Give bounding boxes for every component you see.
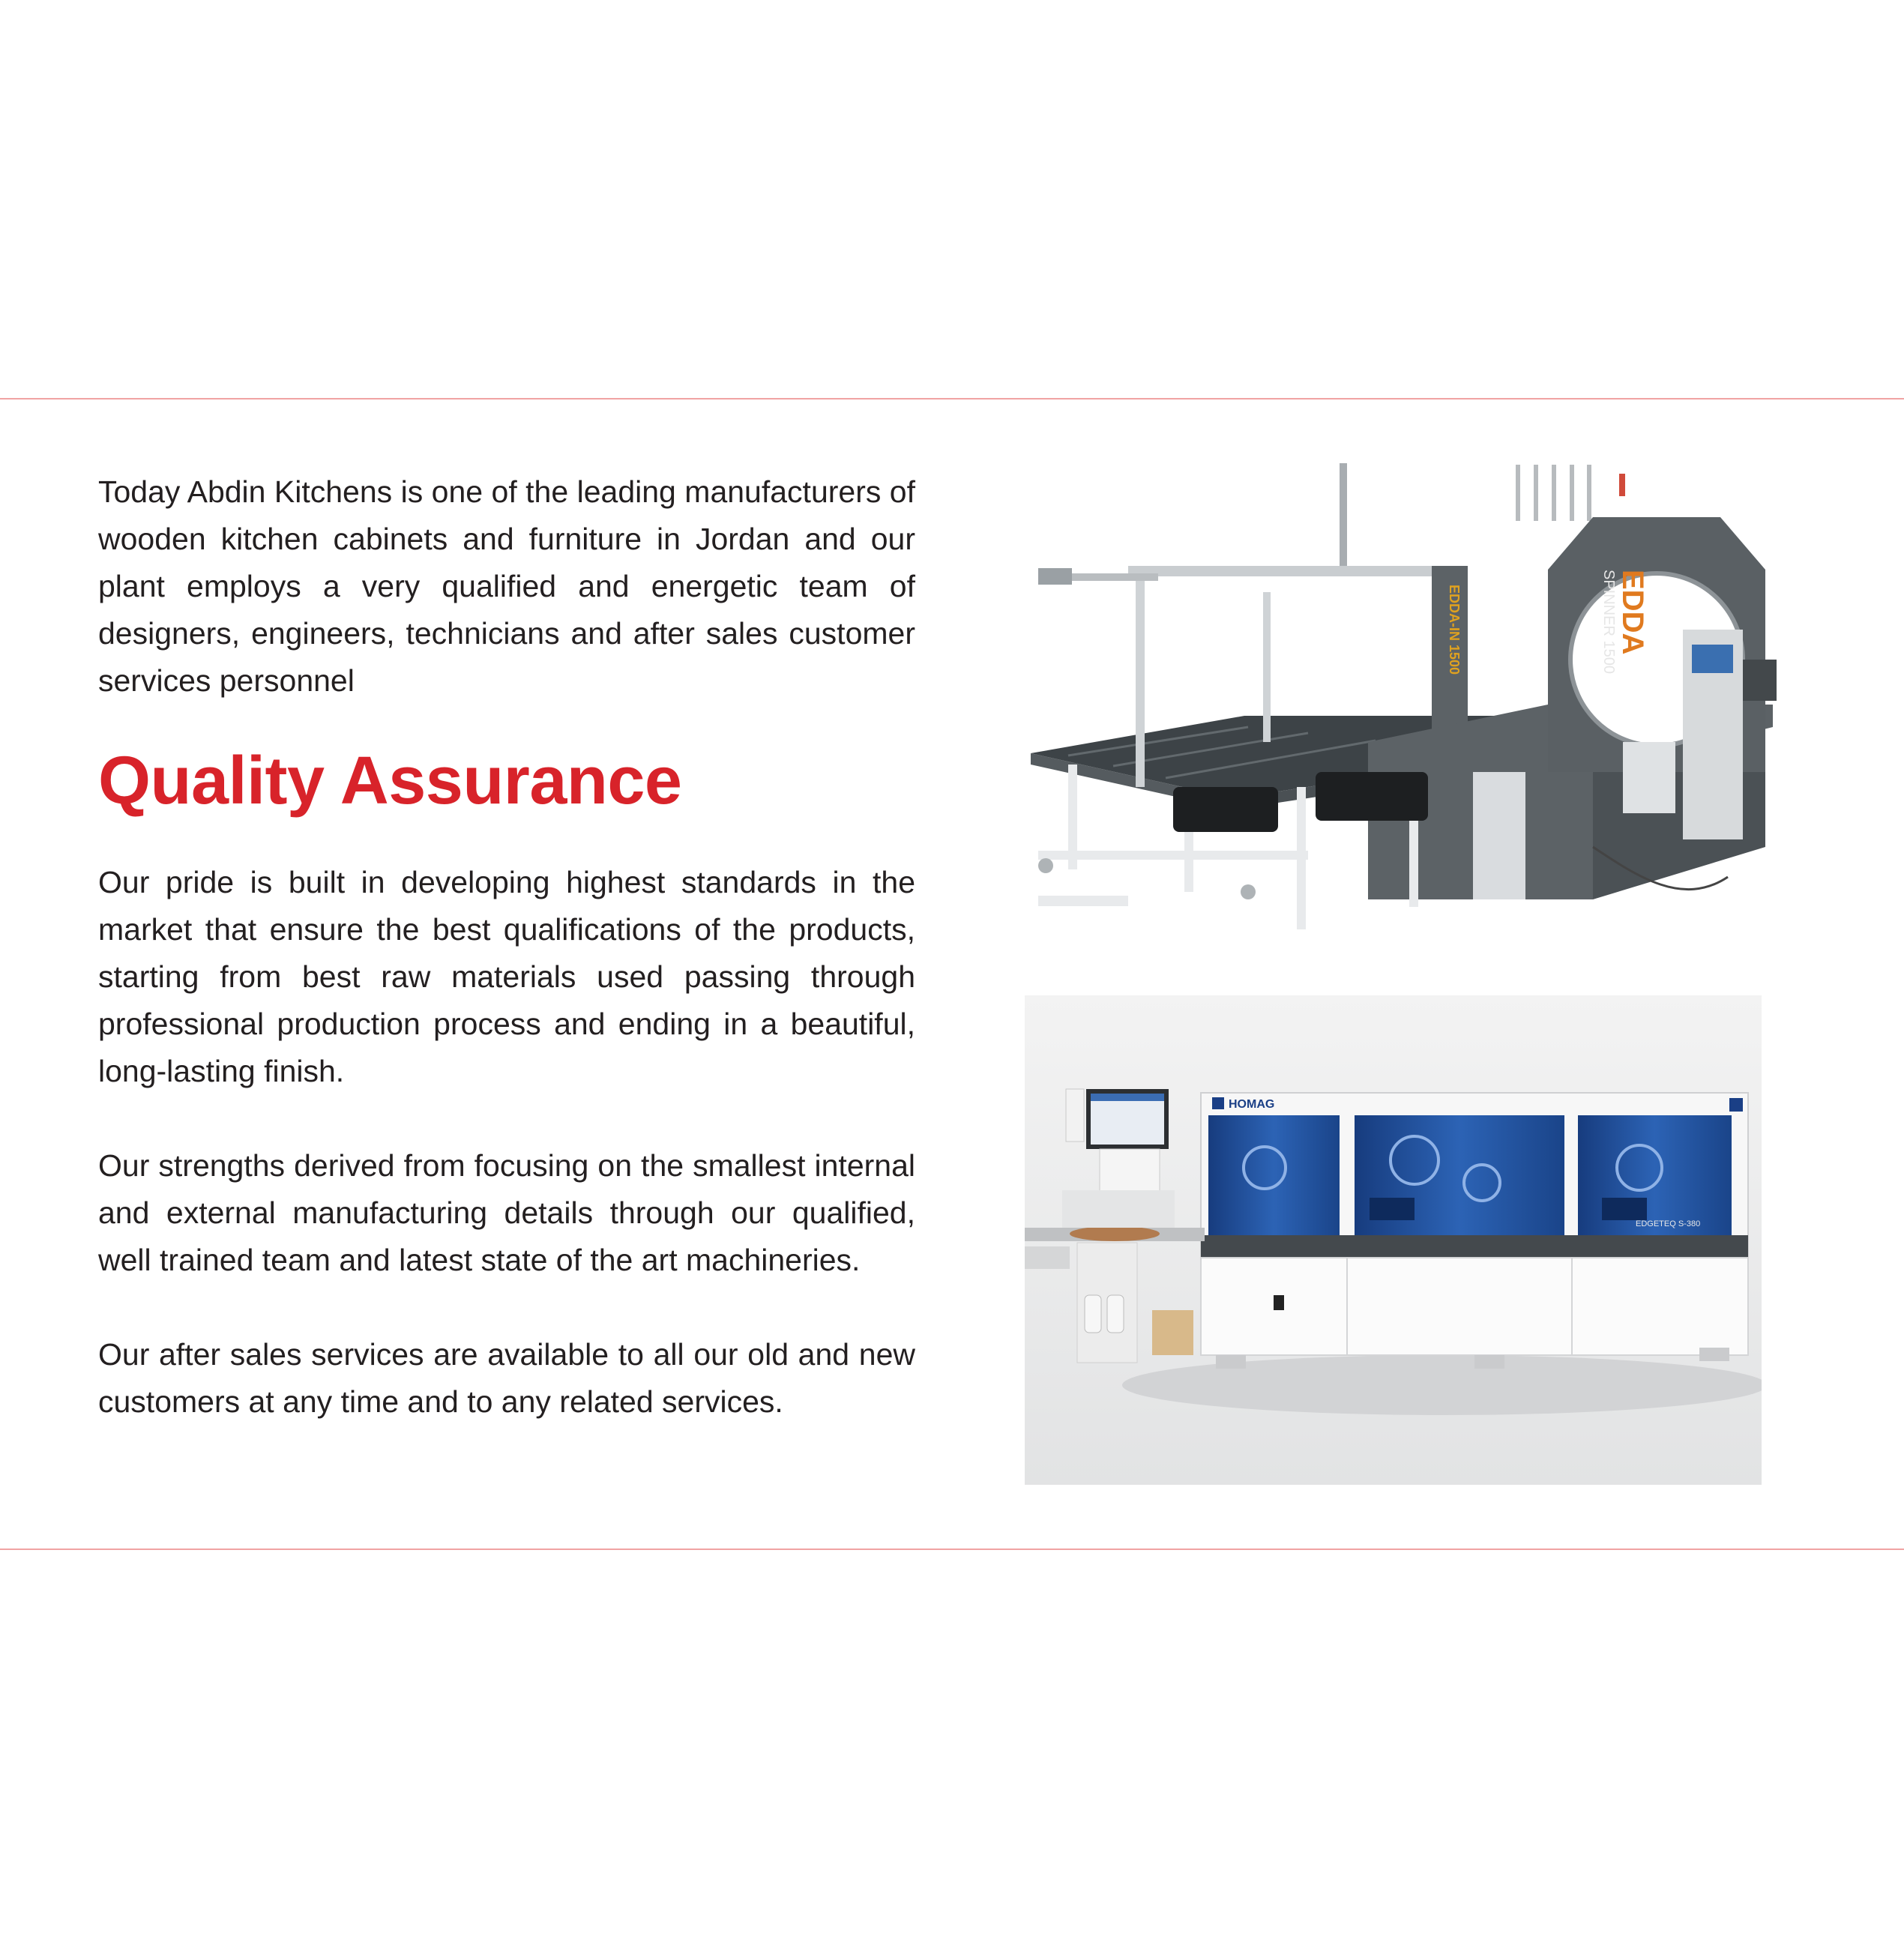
edge-bander-photo [1025,995,1762,1485]
svg-text:SPINNER 1500: SPINNER 1500 [1600,570,1617,674]
quality-paragraph-2: Our strengths derived from focusing on the smallest internal and external manufacturing details through our qualified, well trained team and latest state of the art machineries. [98,1148,915,1277]
top-divider-line [0,398,1904,399]
quality-paragraph-3: Our after sales services are available to all our old and new customers at any time and to any related services. [98,1337,915,1419]
svg-text:EDDA: EDDA [1616,570,1649,655]
bottom-divider-line [0,1549,1904,1550]
section-heading: Quality Assurance [98,744,682,818]
wrapping-machine-photo [1023,457,1777,956]
intro-paragraph: Today Abdin Kitchens is one of the leading manufacturers of wooden kitchen cabinets and furniture in Jordan and our plant employs a very qualified and energetic team of designers, engineers, technicians and after sales customer services personnel [98,474,915,698]
text-column [98,468,915,1426]
quality-paragraph-1: Our pride is built in developing highest standards in the market that ensure the best qualifications of the products, starting from best raw materials used passing through professional production process and ending in a beautiful, long-lasting finish. [98,865,915,1088]
homag-logo-text: HOMAG [1229,1098,1275,1111]
svg-text:EDDA-IN 1500: EDDA-IN 1500 [1447,585,1462,675]
svg-text:EDGETEQ S-380: EDGETEQ S-380 [1636,1219,1701,1228]
